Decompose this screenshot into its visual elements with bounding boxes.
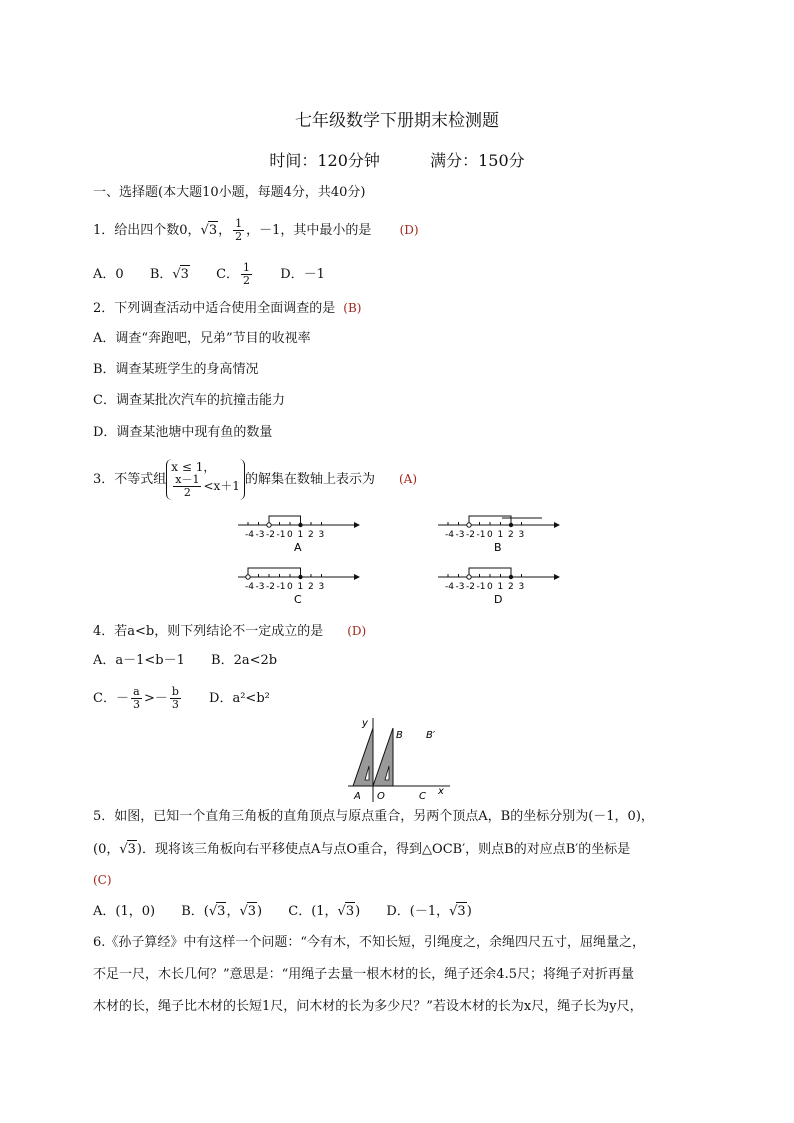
answer-2: (B) xyxy=(343,301,362,315)
option-d: D．－1 xyxy=(280,267,325,282)
label-c: C xyxy=(419,791,426,802)
open-endpoint xyxy=(246,575,250,579)
question-6-line-3: 木材的长，绳子比木材的长短1尺，问木材的长为多少尺？”若设木材的长为x尺，绳子长为y尺， xyxy=(93,999,643,1014)
option-d: D．(－1，√3) xyxy=(386,904,472,919)
option-b: B．2a<2b xyxy=(211,653,278,668)
option-b: B．(√3，√3) xyxy=(181,904,263,919)
question-2-option-c: C．调查某批次汽车的抗撞击能力 xyxy=(93,393,285,408)
tick-label: 1 xyxy=(297,582,304,592)
tick-label: -1 xyxy=(476,530,486,540)
option-c: C． $\frac{1}{2}$ xyxy=(216,261,251,287)
question-4-options-cd xyxy=(93,686,292,711)
option-a: A．(1，0) xyxy=(93,904,156,919)
triangle-figure xyxy=(340,712,460,804)
label-a: A xyxy=(354,791,361,802)
option-a: A．a－1<b－1 xyxy=(93,653,185,668)
option-label: C xyxy=(294,593,302,606)
arrow-icon xyxy=(554,574,560,580)
label-o: O xyxy=(377,791,385,802)
tick-label: -2 xyxy=(266,530,275,540)
fraction: $\frac{1}{2}$ xyxy=(235,217,243,243)
tick-label: -1 xyxy=(276,582,286,592)
inequality-system: x ≤ 1， $\frac{x-1}{2}$ <x＋1 xyxy=(166,459,245,500)
tick-label: -2 xyxy=(266,582,275,592)
question-5-options xyxy=(93,902,494,921)
label-b-prime: B′ xyxy=(426,730,436,741)
question-2-option-d: D．调查某池塘中现有鱼的数量 xyxy=(93,425,273,440)
arrow-icon xyxy=(354,574,360,580)
exam-subtitle xyxy=(0,148,794,171)
option-a: A．0 xyxy=(93,267,124,282)
closed-endpoint xyxy=(509,523,513,527)
tick-label: -2 xyxy=(466,582,475,592)
tick-label: -3 xyxy=(455,582,465,592)
tick-label: -4 xyxy=(445,530,454,540)
answer-4: (D) xyxy=(347,624,367,638)
closed-endpoint xyxy=(298,575,302,579)
option-label: A xyxy=(294,541,302,554)
tick-label: 3 xyxy=(518,530,525,540)
option-c: C．(1，√3) xyxy=(288,904,361,919)
answer-5: (C) xyxy=(93,873,112,887)
tick-label: 2 xyxy=(508,530,514,540)
label-x: x xyxy=(438,786,444,797)
arrow-icon xyxy=(354,522,360,528)
closed-endpoint xyxy=(509,575,513,579)
label-b: B xyxy=(396,730,403,741)
question-5-line-2: (0，√3)．现将该三角板向右平移使点A与点O重合，得到△OCB′，则点B的对应点B′的坐标是 xyxy=(93,842,631,857)
arrow-icon xyxy=(554,522,560,528)
question-6-line-1: 6.《孙子算经》中有这样一个问题：“今有木，不知长短，引绳度之，余绳四尺五寸，屈绳量之， xyxy=(93,935,646,950)
tick-label: 2 xyxy=(308,530,314,540)
tick-label: 2 xyxy=(508,582,514,592)
tick-label: -3 xyxy=(255,530,265,540)
number-line-options xyxy=(0,505,794,615)
question-2-stem: 2．下列调查活动中适合使用全面调查的是 (B) xyxy=(93,301,362,316)
time-limit: 时间：120分钟 xyxy=(269,151,380,170)
solution-interval xyxy=(248,568,301,577)
tick-label: -4 xyxy=(245,530,254,540)
open-endpoint xyxy=(467,523,471,527)
question-1-stem: 1．给出四个数0，√3， $\frac{1}{2}$ ，－1，其中最小的是 (D) xyxy=(93,217,419,243)
label-y: y xyxy=(362,718,368,729)
tick-label: 1 xyxy=(497,530,504,540)
tick-label: 3 xyxy=(318,530,325,540)
option-b: B．√3 xyxy=(149,267,189,282)
tick-label: 0 xyxy=(287,530,293,540)
tick-label: -4 xyxy=(445,582,454,592)
tick-label: -4 xyxy=(245,582,254,592)
question-5-line-1: 5．如图，已知一个直角三角板的直角顶点与原点重合，另两个顶点A，B的坐标分别为(－1，0)， xyxy=(93,809,654,824)
question-3-stem: 3．不等式组 x ≤ 1， $\frac{x-1}{2}$ <x＋1 的解集在数轴上表示为 (A) xyxy=(93,460,417,499)
answer-3: (A) xyxy=(398,472,417,486)
question-5-answer-line xyxy=(93,871,112,890)
tick-label: 1 xyxy=(297,530,304,540)
tick-label: 1 xyxy=(497,582,504,592)
tick-label: 3 xyxy=(318,582,325,592)
closed-endpoint xyxy=(298,523,302,527)
tick-label: 0 xyxy=(487,582,493,592)
exam-title: 七年级数学下册期末检测题 xyxy=(295,111,499,131)
answer-1: (D) xyxy=(399,223,419,237)
tick-label: -1 xyxy=(276,530,286,540)
tick-label: -3 xyxy=(455,530,465,540)
question-2-option-b: B．调查某班学生的身高情况 xyxy=(93,362,259,377)
tick-label: -2 xyxy=(466,530,475,540)
question-6-line-2: 不足一尺，木长几何？”意思是：“用绳子去量一根木材的长，绳子还余4.5尺；将绳子对折再量 xyxy=(93,967,634,982)
option-label: D xyxy=(494,593,503,606)
question-1-options xyxy=(93,262,347,287)
tick-label: -3 xyxy=(255,582,265,592)
tick-label: 3 xyxy=(518,582,525,592)
open-endpoint xyxy=(267,523,271,527)
section-heading: 一、选择题(本大题10小题，每题4分，共40分) xyxy=(93,185,366,200)
open-endpoint xyxy=(467,575,471,579)
option-d: D．a²<b² xyxy=(209,691,270,706)
tick-label: 0 xyxy=(487,530,493,540)
question-4-options-ab xyxy=(93,652,299,670)
full-score: 满分：150分 xyxy=(430,151,525,170)
question-2-option-a: A．调查“奔跑吧，兄弟”节目的收视率 xyxy=(93,331,311,346)
tick-label: -1 xyxy=(476,582,486,592)
solution-interval xyxy=(269,516,301,525)
tick-label: 2 xyxy=(308,582,314,592)
question-4-stem: 4．若a<b，则下列结论不一定成立的是 (D) xyxy=(93,624,367,639)
option-c: C．－ $\frac{a}{3}$ >－ $\frac{b}{3}$ xyxy=(93,685,179,711)
tick-label: 0 xyxy=(287,582,293,592)
option-label: B xyxy=(494,541,502,554)
